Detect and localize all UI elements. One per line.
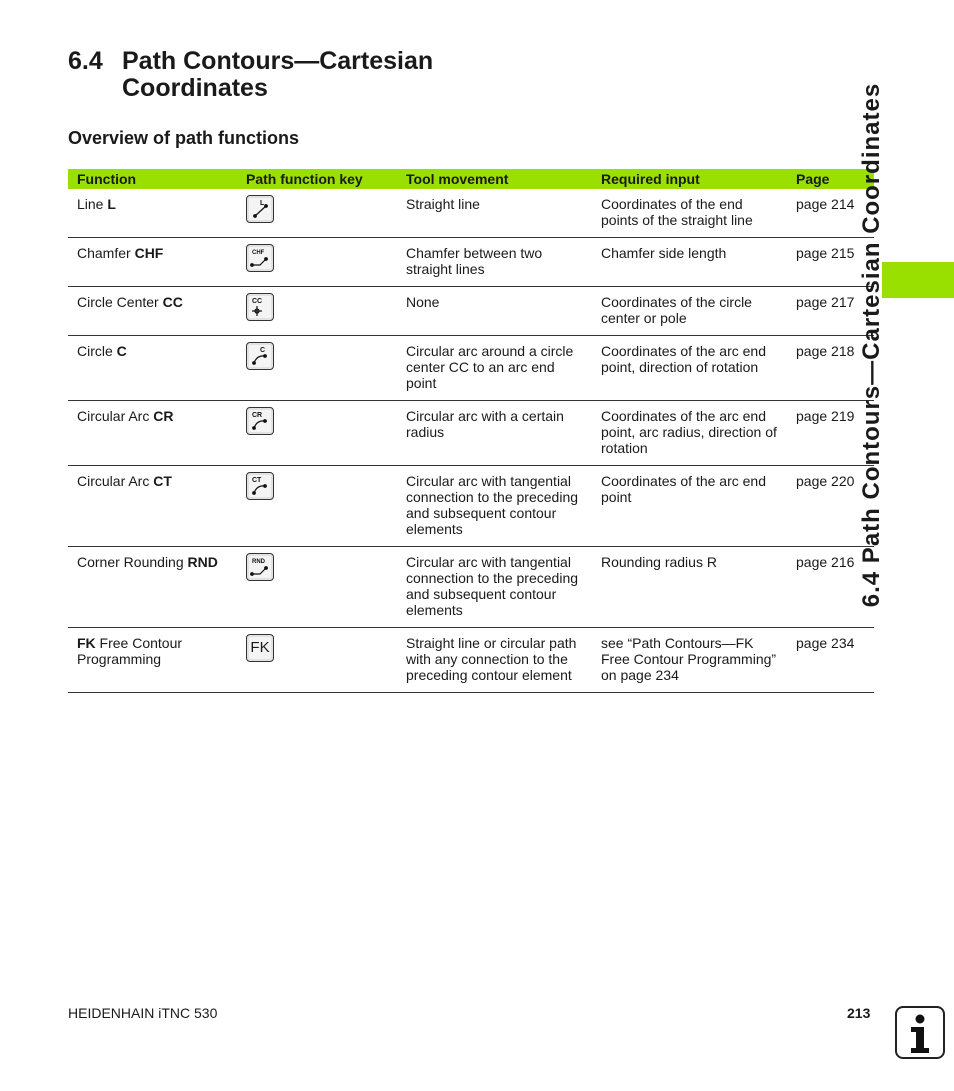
function-prefix: Line <box>77 196 108 212</box>
key-cell <box>237 401 397 466</box>
circle-key-button[interactable] <box>246 342 274 370</box>
tool-movement-cell: None <box>397 287 592 336</box>
required-input-cell: see “Path Contours—FK Free Contour Programming” on page 234 <box>592 628 787 693</box>
svg-text:CT: CT <box>252 477 262 484</box>
section-title <box>68 48 433 102</box>
function-cell <box>68 466 237 547</box>
tool-movement-cell: Circular arc with tangential connection to the preceding and subsequent contour elements <box>397 547 592 628</box>
svg-text:CC: CC <box>252 298 263 305</box>
circle-key-icon <box>247 343 273 369</box>
table-row <box>68 336 874 401</box>
page-cell: page 214 <box>787 189 874 238</box>
path-functions-table <box>68 169 874 693</box>
function-key-code: CC <box>162 294 183 310</box>
function-suffix: Free Contour Programming <box>77 635 183 667</box>
circular-arc-tangential-key-button[interactable] <box>246 472 274 500</box>
function-prefix: Chamfer <box>77 245 135 261</box>
line-key-button[interactable] <box>246 195 274 223</box>
function-key-code: L <box>107 196 116 212</box>
line-key-icon <box>247 196 273 222</box>
table-row <box>68 238 874 287</box>
key-cell <box>237 628 397 693</box>
footer-page-number: 213 <box>847 1005 871 1021</box>
key-cell <box>237 287 397 336</box>
table-row <box>68 628 874 693</box>
header-function: Function <box>68 169 237 189</box>
header-path-function-key: Path function key <box>237 169 397 189</box>
page-cell: page 215 <box>787 238 874 287</box>
table-header-row <box>68 169 874 189</box>
header-required-input: Required input <box>592 169 787 189</box>
chamfer-key-button[interactable] <box>246 244 274 272</box>
function-cell <box>68 287 237 336</box>
function-key-code: CR <box>153 408 174 424</box>
circular-arc-radius-key-button[interactable] <box>246 407 274 435</box>
key-cell <box>237 336 397 401</box>
function-prefix: Corner Rounding <box>77 554 188 570</box>
function-key-code: CHF <box>134 245 164 261</box>
tool-movement-cell: Chamfer between two straight lines <box>397 238 592 287</box>
function-prefix: Circle <box>77 343 117 359</box>
side-tab-accent <box>882 262 954 298</box>
function-cell <box>68 336 237 401</box>
required-input-cell: Rounding radius R <box>592 547 787 628</box>
required-input-cell: Coordinates of the circle center or pole <box>592 287 787 336</box>
section-title-line1: Path Contours—Cartesian <box>122 47 434 75</box>
table-row <box>68 466 874 547</box>
info-icon <box>895 1006 945 1059</box>
page-cell: page 216 <box>787 547 874 628</box>
function-prefix: Circular Arc <box>77 473 154 489</box>
function-key-code: C <box>116 343 127 359</box>
corner-rounding-key-icon <box>247 554 273 580</box>
function-prefix: Circle Center <box>77 294 163 310</box>
fk-key-label: FK <box>250 639 270 656</box>
function-cell <box>68 547 237 628</box>
circle-center-key-button[interactable] <box>246 293 274 321</box>
svg-text:L: L <box>260 200 265 207</box>
page-cell: page 217 <box>787 287 874 336</box>
key-cell <box>237 189 397 238</box>
corner-rounding-key-button[interactable] <box>246 553 274 581</box>
svg-text:CR: CR <box>252 412 263 419</box>
function-cell <box>68 238 237 287</box>
key-cell <box>237 547 397 628</box>
fk-key-button[interactable] <box>246 634 274 662</box>
chamfer-key-icon <box>247 245 273 271</box>
section-number: 6.4 <box>68 47 103 75</box>
required-input-cell: Coordinates of the arc end point <box>592 466 787 547</box>
footer-manual-name: HEIDENHAIN iTNC 530 <box>68 1005 218 1021</box>
required-input-cell: Coordinates of the end points of the straight line <box>592 189 787 238</box>
function-prefix: Circular Arc <box>77 408 154 424</box>
function-cell <box>68 189 237 238</box>
circle-center-key-icon <box>247 294 273 320</box>
side-tab-title: 6.4 Path Contours—Cartesian Coordinates <box>858 82 885 608</box>
tool-movement-cell: Straight line <box>397 189 592 238</box>
key-cell <box>237 238 397 287</box>
function-cell <box>68 628 237 693</box>
circular-arc-radius-key-icon <box>247 408 273 434</box>
page-cell: page 219 <box>787 401 874 466</box>
svg-text:C: C <box>260 347 266 354</box>
function-cell <box>68 401 237 466</box>
function-key-code: FK <box>77 635 96 651</box>
tool-movement-cell: Straight line or circular path with any connection to the preceding contour element <box>397 628 592 693</box>
table-row <box>68 189 874 238</box>
required-input-cell: Coordinates of the arc end point, arc radius, direction of rotation <box>592 401 787 466</box>
tool-movement-cell: Circular arc with a certain radius <box>397 401 592 466</box>
circular-arc-tangential-key-icon <box>247 473 273 499</box>
function-key-code: CT <box>153 473 172 489</box>
table-row <box>68 547 874 628</box>
header-page: Page <box>787 169 874 189</box>
section-title-line2: Coordinates <box>122 74 268 102</box>
key-cell <box>237 466 397 547</box>
tool-movement-cell: Circular arc around a circle center CC to an arc end point <box>397 336 592 401</box>
subsection-title: Overview of path functions <box>68 128 300 148</box>
page-cell: page 234 <box>787 628 874 693</box>
page-cell: page 218 <box>787 336 874 401</box>
page-cell: page 220 <box>787 466 874 547</box>
tool-movement-cell: Circular arc with tangential connection to the preceding and subsequent contour elements <box>397 466 592 547</box>
required-input-cell: Chamfer side length <box>592 238 787 287</box>
header-tool-movement: Tool movement <box>397 169 592 189</box>
table-row <box>68 401 874 466</box>
table-row <box>68 287 874 336</box>
required-input-cell: Coordinates of the arc end point, direction of rotation <box>592 336 787 401</box>
svg-text:CHF: CHF <box>252 250 265 256</box>
function-key-code: RND <box>187 554 218 570</box>
svg-text:RND: RND <box>252 559 265 565</box>
